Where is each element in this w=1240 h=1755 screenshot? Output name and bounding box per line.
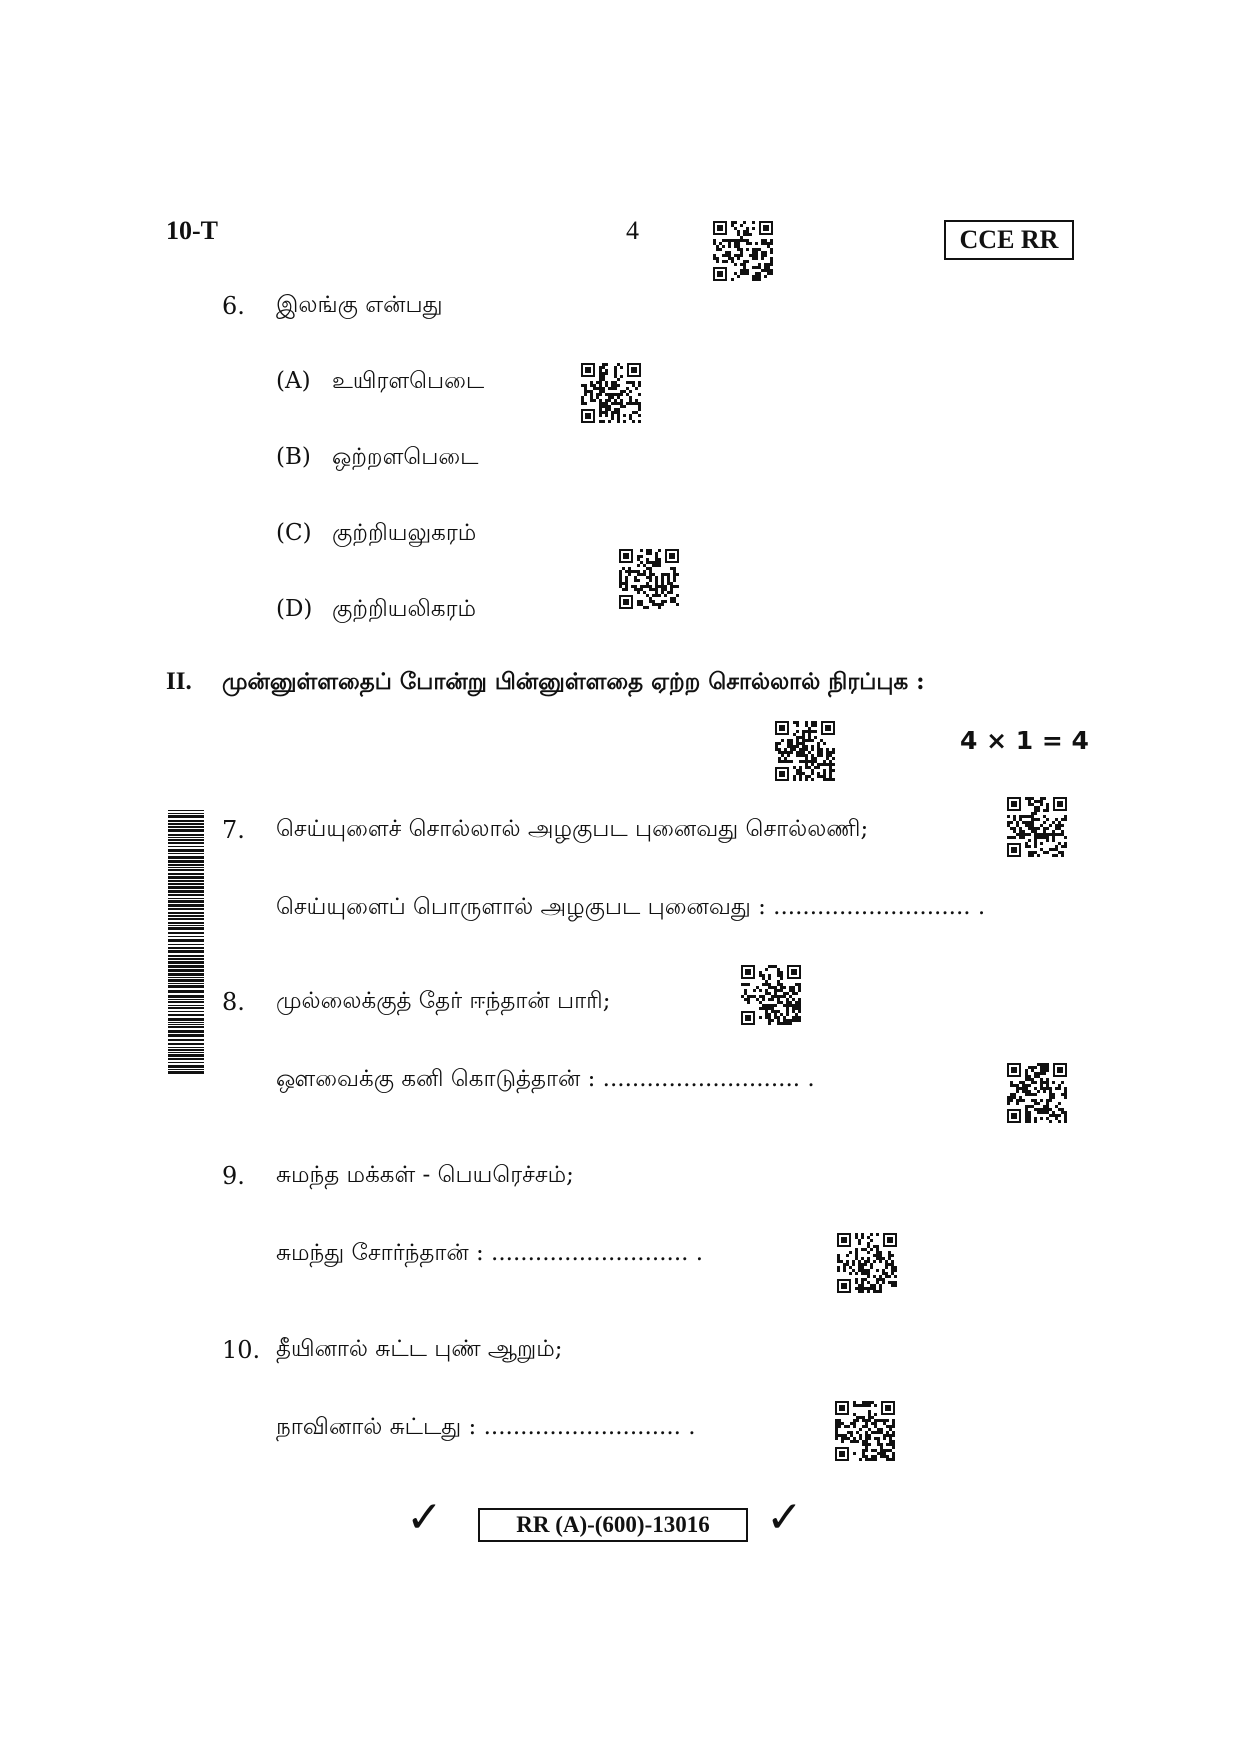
check-mark-icon: ✓ <box>406 1492 443 1543</box>
q6-option-a-text: உயிரளபெடை <box>332 368 485 394</box>
q8-line2: ஔவைக்கு கனி கொடுத்தான் : ........................... . <box>276 1066 815 1092</box>
check-mark-icon: ✓ <box>766 1492 803 1543</box>
q6-option-d-letter: (D) <box>276 596 313 622</box>
q6-option-c-text: குற்றியலுகரம் <box>332 520 477 546</box>
qr-code-icon <box>1006 1062 1068 1124</box>
q6-option-d-text: குற்றியலிகரம் <box>332 596 476 622</box>
section-marks: 4 × 1 = 4 <box>960 726 1089 755</box>
q6-option-c-letter: (C) <box>276 520 312 546</box>
paper-code: 10-T <box>166 216 218 245</box>
q8-line1: முல்லைக்குத் தேர் ஈந்தான் பாரி; <box>276 988 611 1014</box>
page-number: 4 <box>626 216 639 245</box>
q6-text: இலங்கு என்பது <box>276 292 443 318</box>
qr-code-icon <box>712 220 774 282</box>
qr-code-icon <box>580 362 642 424</box>
q6-option-b-text: ஒற்றளபெடை <box>332 444 479 470</box>
q7-line1: செய்யுளைச் சொல்லால் அழகுபட புனைவது சொல்லணி; <box>276 816 869 842</box>
q10-line2: நாவினால் சுட்டது : ........................... . <box>276 1414 696 1440</box>
q9-line2: சுமந்து சோர்ந்தான் : ........................... . <box>276 1240 704 1266</box>
q7-number: 7. <box>222 816 245 844</box>
q6-option-a-letter: (A) <box>276 368 311 394</box>
q8-number: 8. <box>222 988 245 1016</box>
q10-number: 10. <box>222 1336 261 1364</box>
q9-number: 9. <box>222 1162 245 1190</box>
section-number: II. <box>166 668 192 695</box>
cce-rr-box: CCE RR <box>944 220 1074 260</box>
qr-code-icon <box>774 720 836 782</box>
qr-code-icon <box>834 1400 896 1462</box>
q6-number: 6. <box>222 292 245 320</box>
footer-code: RR (A)-(600)-13016 <box>478 1508 748 1542</box>
qr-code-icon <box>618 548 680 610</box>
section-title: முன்னுள்ளதைப் போன்று பின்னுள்ளதை ஏற்ற சொல்லால் நிரப்புக : <box>222 668 925 695</box>
q10-line1: தீயினால் சுட்ட புண் ஆறும்; <box>276 1336 563 1362</box>
barcode-icon <box>168 810 204 1078</box>
q7-line2: செய்யுளைப் பொருளால் அழகுபட புனைவது : ........................... . <box>276 894 986 920</box>
qr-code-icon <box>836 1232 898 1294</box>
qr-code-icon <box>1006 796 1068 858</box>
q9-line1: சுமந்த மக்கள் - பெயரெச்சம்; <box>276 1162 574 1188</box>
qr-code-icon <box>740 964 802 1026</box>
q6-option-b-letter: (B) <box>276 444 311 470</box>
